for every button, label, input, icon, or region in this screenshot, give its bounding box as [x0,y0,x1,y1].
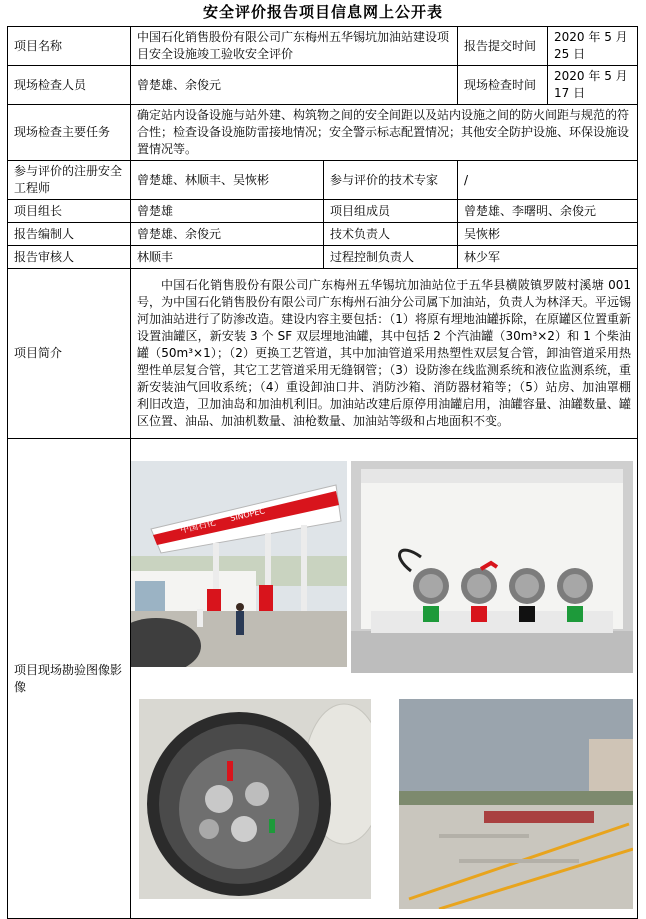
label-process-lead: 过程控制负责人 [324,246,458,269]
label-engineers: 参与评价的注册安全工程师 [8,161,131,200]
row-engineers [8,161,638,200]
row-images [8,439,638,919]
row-project-name [8,27,638,66]
label-reviewer: 报告审核人 [8,246,131,269]
value-submit-time: 2020 年 5 月 25 日 [548,27,638,66]
label-inspect-time: 现场检查时间 [458,66,548,105]
label-editor: 报告编制人 [8,223,131,246]
label-members: 项目组成员 [324,200,458,223]
row-tasks [8,105,638,161]
station-canopy-illustration [131,461,347,667]
page-title: 安全评价报告项目信息网上公开表 [202,3,443,21]
canopy-brand-text: 中国石化 [179,518,217,536]
value-leader: 曾楚雄 [131,200,324,223]
photo-station-canopy [131,461,347,667]
value-inspectors: 曾楚雄、余俊元 [131,66,458,105]
label-tasks: 现场检查主要任务 [8,105,131,161]
main-table [7,26,638,919]
tank-area-illustration [399,699,633,909]
value-experts: / [458,161,638,200]
photo-unloading-valves [351,461,633,673]
value-members: 曾楚雄、李曙明、余俊元 [458,200,638,223]
label-inspectors: 现场检查人员 [8,66,131,105]
value-project-name: 中国石化销售股份有限公司广东梅州五华锡坑加油站建设项目安全设施竣工验收安全评价 [131,27,458,66]
row-intro [8,269,638,439]
photos-cell [131,439,638,919]
value-reviewer: 林顺丰 [131,246,324,269]
valves-illustration [351,461,633,673]
value-tech-lead: 吴恢彬 [458,223,638,246]
value-inspect-time: 2020 年 5 月 17 日 [548,66,638,105]
manhole-illustration [139,699,371,899]
label-tech-lead: 技术负责人 [324,223,458,246]
row-inspectors [8,66,638,105]
label-submit-time: 报告提交时间 [458,27,548,66]
value-editor: 曾楚雄、余俊元 [131,223,324,246]
value-tasks: 确定站内设备设施与站外建、构筑物之间的安全间距以及站内设施之间的防火间距与规范的符合性；检查设备设施防雷接地情况；安全警示标志配置情况；其他安全防护设施、环保设施设置情况等。 [131,105,638,161]
label-project-name: 项目名称 [8,27,131,66]
value-engineers: 曾楚雄、林顺丰、吴恢彬 [131,161,324,200]
label-images: 项目现场勘验图像影像 [8,439,131,919]
row-reviewer [8,246,638,269]
label-experts: 参与评价的技术专家 [324,161,458,200]
photo-tank-manhole [139,699,371,899]
label-intro: 项目简介 [8,269,131,439]
row-editor [8,223,638,246]
value-process-lead: 林少军 [458,246,638,269]
value-intro: 中国石化销售股份有限公司广东梅州五华锡坑加油站位于五华县横陂镇罗陂村溪塘 001 号，为中国石化销售股份有限公司广东梅州石油分公司属下加油站，负责人为林泽天。平远锡河加油站进行了防渗改造。建设内容主要包括：（1）将原有埋地油罐拆除，在原罐区位置重新设置油罐区，新安装 3 个 SF 双层埋地油罐，其中包括 2 个汽油罐（30m³×2）和 1 个柴油罐（50m³×1）；（2）更换工艺管道，其中加油管道采用热塑性双层复合管，卸油管道采用热塑性单层复合管，其它工艺管道采用无缝钢管；（3）设防渗在线监测系统和液位监测系统，重新安装油气回收系统；（4）重设卸油口井、消防沙箱、消防器材箱等；（5）站房、加油罩棚利旧改造，卫加油岛和加油机利旧。加油站改建后原停用油罐启用，油罐容量、油罐数量、罐区位置、油品、加油机数量、油枪数量、加油站等级和占地面积不变。 [131,269,638,439]
label-leader: 项目组长 [8,200,131,223]
canopy-logo-text: SINOPEC [229,506,266,523]
row-leader [8,200,638,223]
photo-tank-area [399,699,633,909]
